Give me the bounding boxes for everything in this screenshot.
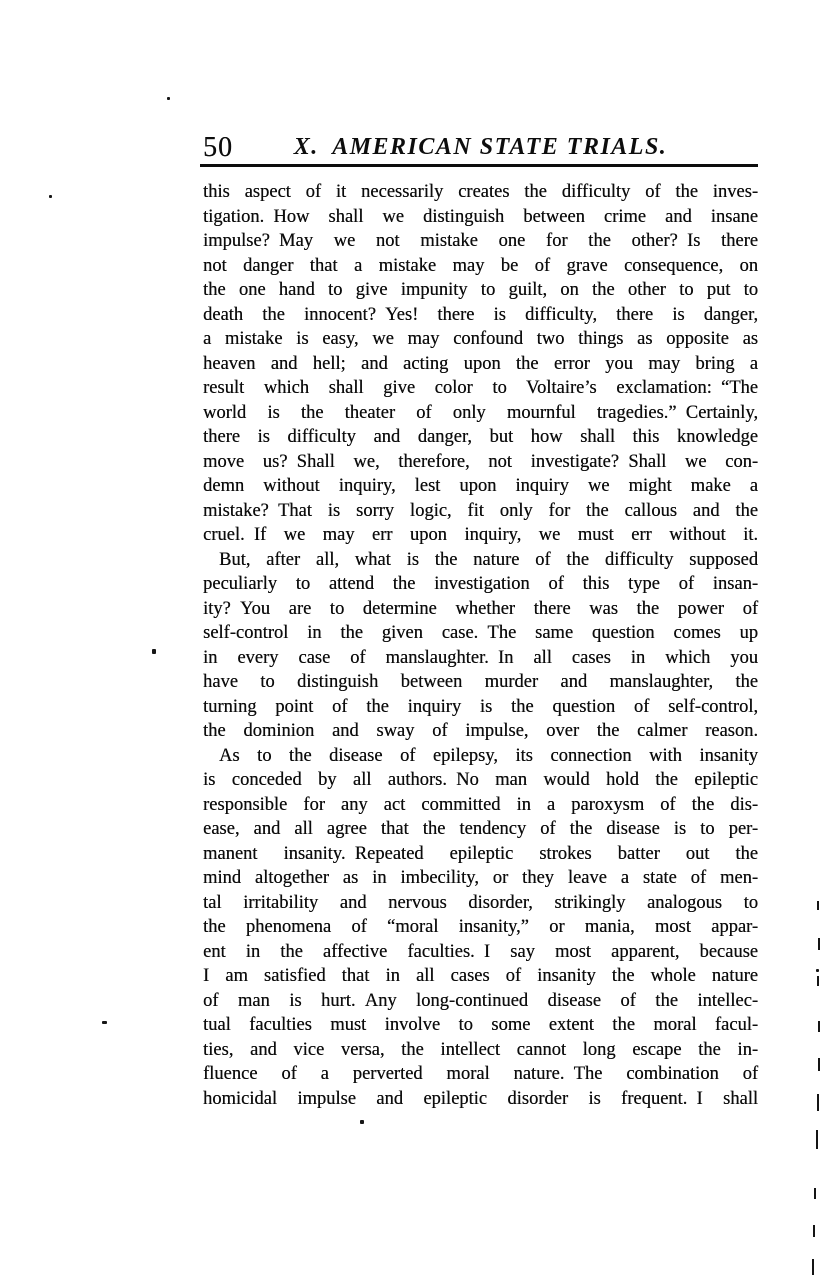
page-edge-mark [816, 1130, 818, 1149]
page-header [203, 128, 758, 162]
text-line: a mistake is easy, we may confound two things as opposite as [203, 329, 758, 349]
text-line: move us? Shall we, therefore, not investigate? Shall we con- [203, 451, 758, 472]
text-line: not danger that a mistake may be of grave consequence, on [203, 255, 758, 276]
text-line: ease, and all agree that the tendency of the disease is to per- [203, 819, 758, 839]
scan-speck [360, 1120, 364, 1124]
scan-speck [49, 195, 52, 198]
text-line: I am satisfied that in all cases of insanity the whole nature [203, 966, 758, 986]
text-line: heaven and hell; and acting upon the error you may bring a [203, 353, 758, 374]
text-line: peculiarly to attend the investigation of this type of insan- [203, 574, 758, 594]
text-line: tigation. How shall we distinguish between crime and insane [203, 206, 758, 227]
text-line: the one hand to give impunity to guilt, on the other to put to [203, 280, 758, 300]
page-edge-mark [817, 901, 819, 910]
text-line: impulse? May we not mistake one for the other? Is there [203, 231, 758, 251]
scan-speck [167, 97, 170, 100]
text-line: result which shall give color to Voltaire’s exclamation: “The [203, 378, 758, 398]
text-line: turning point of the inquiry is the question of self-control, [203, 696, 758, 717]
text-line: mind altogether as in imbecility, or they leave a state of men- [203, 868, 758, 888]
page-edge-mark [818, 1058, 820, 1071]
text-line: the phenomena of “moral insanity,” or mania, most appar- [203, 917, 758, 937]
text-line: ties, and vice versa, the intellect cannot long escape the in- [203, 1039, 758, 1060]
page-edge-mark [814, 1188, 816, 1199]
text-line: fluence of a perverted moral nature. The combination of [203, 1064, 758, 1084]
text-line: there is difficulty and danger, but how shall this knowledge [203, 427, 758, 447]
text-line: ity? You are to determine whether there was the power of [203, 598, 758, 619]
header-rule [200, 164, 758, 167]
text-line: world is the theater of only mournful tragedies.” Certainly, [203, 402, 758, 423]
text-line: As to the disease of epilepsy, its connection with insanity [219, 745, 758, 766]
page-edge-mark [818, 1021, 820, 1032]
paragraph [203, 744, 758, 1112]
paragraph [203, 548, 758, 744]
text-line: demn without inquiry, lest upon inquiry we might make a [203, 476, 758, 496]
page-edge-mark [818, 938, 820, 950]
page-number: 50 [203, 132, 233, 163]
scan-speck [816, 969, 819, 972]
text-line: self-control in the given case. The same question comes up [203, 623, 758, 643]
scan-speck [152, 649, 156, 654]
text-line: of man is hurt. Any long-continued disease of the intellec- [203, 990, 758, 1011]
text-line: tal irritability and nervous disorder, strikingly analogous to [203, 892, 758, 913]
text-line: manent insanity. Repeated epileptic strokes batter out the [203, 843, 758, 864]
page-edge-mark [813, 1225, 815, 1237]
text-line: mistake? That is sorry logic, fit only for the callous and the [203, 500, 758, 521]
text-line: tual faculties must involve to some extent the moral facul- [203, 1015, 758, 1035]
text-line: the dominion and sway of impulse, over the calmer reason. [203, 721, 758, 741]
text-line: this aspect of it necessarily creates the difficulty of the inves- [203, 182, 758, 202]
page-edge-mark [817, 976, 819, 986]
text-line: But, after all, what is the nature of the difficulty supposed [219, 549, 758, 570]
text-line: have to distinguish between murder and manslaughter, the [203, 672, 758, 692]
page-body [203, 180, 758, 1111]
text-line: homicidal impulse and epileptic disorder is frequent. I shall [203, 1088, 758, 1109]
text-line: death the innocent? Yes! there is difficulty, there is danger, [203, 304, 758, 325]
page-edge-mark [812, 1259, 814, 1275]
text-line: is conceded by all authors. No man would hold the epileptic [203, 770, 758, 790]
scan-speck [102, 1021, 107, 1024]
paragraph [203, 180, 758, 548]
text-line: cruel. If we may err upon inquiry, we must err without it. [203, 525, 758, 545]
text-line: ent in the affective faculties. I say most apparent, because [203, 941, 758, 962]
running-title: X. AMERICAN STATE TRIALS. [293, 134, 668, 160]
text-line: in every case of manslaughter. In all cases in which you [203, 647, 758, 668]
text-line: responsible for any act committed in a paroxysm of the dis- [203, 794, 758, 815]
page-edge-mark [817, 1094, 819, 1111]
